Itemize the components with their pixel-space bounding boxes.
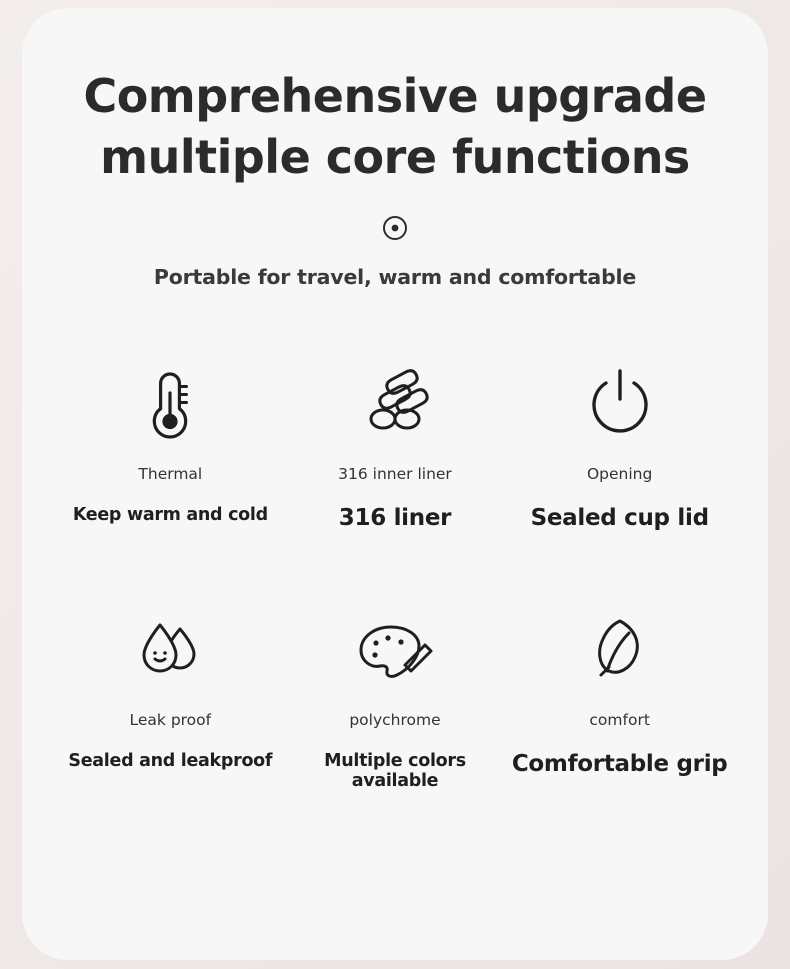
- paint-palette-icon: [349, 609, 441, 691]
- feature-grid: [22, 363, 768, 791]
- feature-value: Keep warm and cold: [72, 505, 268, 526]
- page-title-line-2: multiple core functions: [100, 129, 690, 184]
- feature-item-thermal: [58, 363, 283, 531]
- leaf-icon: [585, 609, 655, 691]
- feature-item-opening: [507, 363, 732, 531]
- subtitle: Portable for travel, warm and comfortable: [153, 265, 637, 290]
- feature-value: Multiple colors available: [324, 751, 466, 792]
- feature-item-leak-proof: [58, 609, 283, 791]
- feature-item-polychrome: [283, 609, 508, 791]
- water-drops-icon: [130, 609, 210, 691]
- feature-label: 316 inner liner: [338, 465, 452, 484]
- feature-item-316-liner: [283, 363, 508, 531]
- page-title-line-1: Comprehensive upgrade: [83, 69, 707, 123]
- feature-card: [22, 8, 768, 960]
- feature-value: Sealed cup lid: [530, 505, 709, 532]
- feature-value: Sealed and leakproof: [68, 751, 273, 772]
- feature-item-comfort: [507, 609, 732, 791]
- feature-value: 316 liner: [338, 505, 452, 532]
- feature-label: comfort: [589, 711, 650, 730]
- feature-label: Thermal: [138, 465, 203, 484]
- power-button-icon: [581, 363, 659, 445]
- page-title: [22, 8, 768, 187]
- feature-label: Leak proof: [129, 711, 212, 730]
- thermometer-icon: [134, 363, 206, 445]
- feature-value: Comfortable grip: [511, 751, 728, 778]
- feature-label: polychrome: [349, 711, 441, 730]
- feature-label: Opening: [586, 465, 653, 484]
- target-dot-icon: [380, 213, 410, 243]
- steel-layers-icon: [352, 363, 438, 445]
